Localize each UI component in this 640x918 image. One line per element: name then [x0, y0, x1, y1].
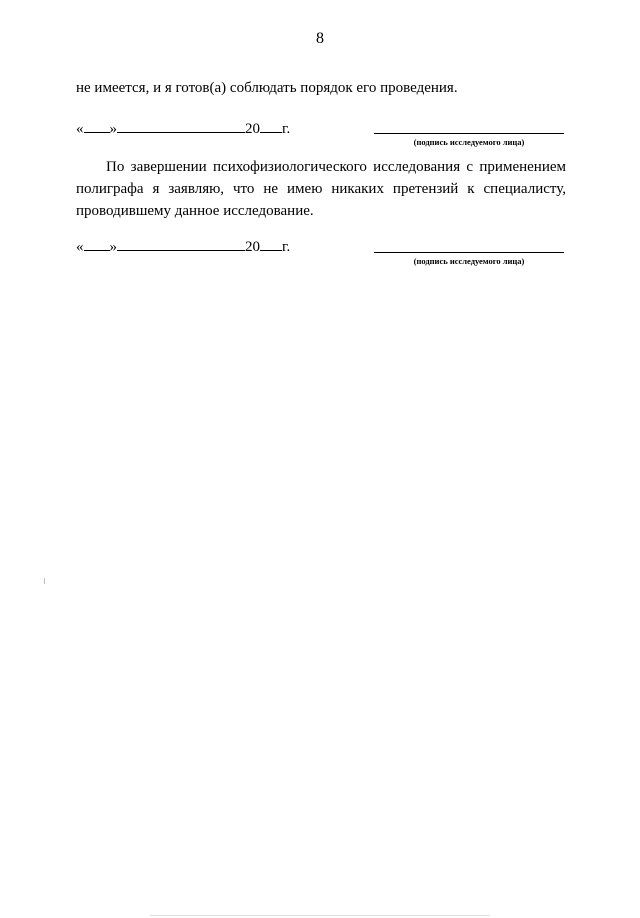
year-blank — [260, 118, 282, 133]
scan-speck — [44, 578, 45, 584]
year-prefix: 20 — [245, 121, 260, 137]
year-prefix: 20 — [245, 239, 260, 255]
date-field-2 — [76, 236, 290, 256]
intro-text-line: не имеется, и я готов(а) соблюдать порядок его проведения. — [76, 80, 458, 96]
month-blank — [117, 118, 245, 133]
page-number: 8 — [316, 30, 324, 47]
signature-caption-2: (подпись исследуемого лица) — [413, 256, 525, 266]
close-quote: » — [109, 121, 117, 137]
scan-edge — [150, 915, 490, 916]
open-quote: « — [76, 121, 84, 137]
statement-paragraph: По завершении психофизиологического исследования с применением полиграфа я заявляю, что не имею никаких претензий к специалисту, проводившему данное исследование. — [76, 159, 566, 219]
signature-caption-1: (подпись исследуемого лица) — [413, 137, 525, 147]
signature-line-2 — [374, 252, 564, 253]
year-suffix: г. — [282, 239, 291, 255]
signature-line-1 — [374, 133, 564, 134]
day-blank — [84, 118, 110, 133]
day-blank — [84, 236, 110, 251]
close-quote: » — [109, 239, 117, 255]
month-blank — [117, 236, 245, 251]
year-blank — [260, 236, 282, 251]
year-suffix: г. — [282, 121, 291, 137]
date-field-1 — [76, 118, 290, 138]
open-quote: « — [76, 239, 84, 255]
